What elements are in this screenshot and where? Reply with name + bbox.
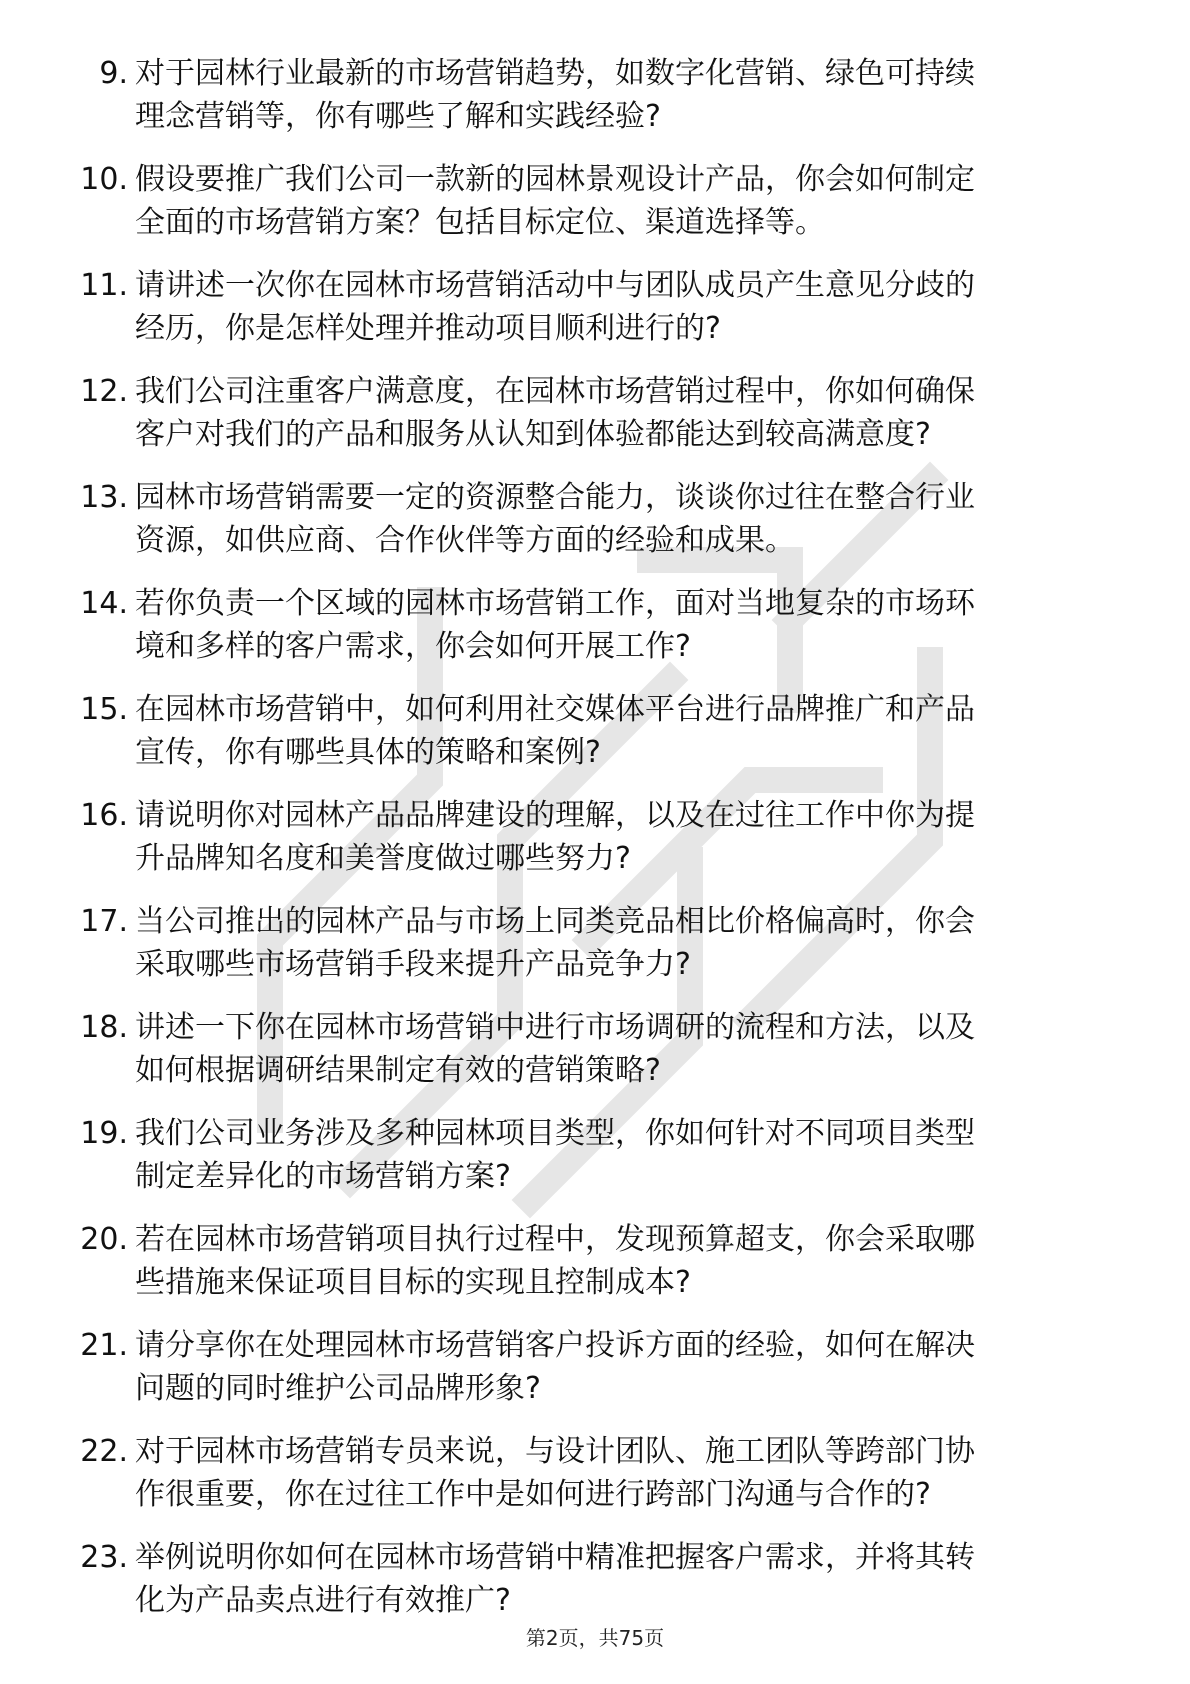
question-text-line: 在园林市场营销中，如何利用社交媒体平台进行品牌推广和产品 <box>135 692 975 727</box>
question-item <box>0 1218 1190 1324</box>
question-item <box>0 476 1190 582</box>
question-text-line: 境和多样的客户需求，你会如何开展工作? <box>135 629 691 664</box>
question-number: 20. <box>80 1222 128 1257</box>
question-text-line: 对于园林行业最新的市场营销趋势，如数字化营销、绿色可持续 <box>135 56 975 91</box>
question-text-line: 如何根据调研结果制定有效的营销策略? <box>135 1053 661 1088</box>
question-text-line: 请分享你在处理园林市场营销客户投诉方面的经验，如何在解决 <box>135 1328 975 1363</box>
question-item <box>0 52 1190 158</box>
question-number: 21. <box>80 1328 128 1363</box>
question-number: 17. <box>80 904 128 939</box>
question-text-line: 我们公司注重客户满意度，在园林市场营销过程中，你如何确保 <box>135 374 975 409</box>
question-item <box>0 1112 1190 1218</box>
question-item <box>0 158 1190 264</box>
question-number: 11. <box>80 268 128 303</box>
question-number: 18. <box>80 1010 128 1045</box>
question-text-line: 举例说明你如何在园林市场营销中精准把握客户需求，并将其转 <box>135 1540 975 1575</box>
question-text-line: 理念营销等，你有哪些了解和实践经验? <box>135 99 661 134</box>
question-text-line: 园林市场营销需要一定的资源整合能力，谈谈你过往在整合行业 <box>135 480 975 515</box>
question-list <box>0 52 1190 1642</box>
question-item <box>0 264 1190 370</box>
question-item <box>0 688 1190 794</box>
question-text-line: 若你负责一个区域的园林市场营销工作，面对当地复杂的市场环 <box>135 586 975 621</box>
question-text-line: 若在园林市场营销项目执行过程中，发现预算超支，你会采取哪 <box>135 1222 975 1257</box>
question-text-line: 宣传，你有哪些具体的策略和案例? <box>135 735 601 770</box>
question-text-line: 我们公司业务涉及多种园林项目类型，你如何针对不同项目类型 <box>135 1116 975 1151</box>
question-text-line: 资源，如供应商、合作伙伴等方面的经验和成果。 <box>135 523 795 558</box>
page-number-footer: 第2页，共75页 <box>525 1626 665 1650</box>
question-text-line: 制定差异化的市场营销方案? <box>135 1159 511 1194</box>
question-text-line: 假设要推广我们公司一款新的园林景观设计产品，你会如何制定 <box>135 162 975 197</box>
question-text-line: 请说明你对园林产品品牌建设的理解，以及在过往工作中你为提 <box>135 798 975 833</box>
question-number: 10. <box>80 162 128 197</box>
question-number: 19. <box>80 1116 128 1151</box>
question-number: 23. <box>80 1540 128 1575</box>
question-text-line: 采取哪些市场营销手段来提升产品竞争力? <box>135 947 691 982</box>
question-item <box>0 582 1190 688</box>
question-item <box>0 1006 1190 1112</box>
question-number: 16. <box>80 798 128 833</box>
question-item <box>0 1430 1190 1536</box>
question-text-line: 请讲述一次你在园林市场营销活动中与团队成员产生意见分歧的 <box>135 268 975 303</box>
question-text-line: 些措施来保证项目目标的实现且控制成本? <box>135 1265 691 1300</box>
question-number: 15. <box>80 692 128 727</box>
question-item <box>0 370 1190 476</box>
question-text-line: 当公司推出的园林产品与市场上同类竞品相比价格偏高时，你会 <box>135 904 975 939</box>
question-number: 13. <box>80 480 128 515</box>
question-text-line: 化为产品卖点进行有效推广? <box>135 1583 511 1618</box>
question-number: 22. <box>80 1434 128 1469</box>
question-item <box>0 1324 1190 1430</box>
question-text-line: 讲述一下你在园林市场营销中进行市场调研的流程和方法，以及 <box>135 1010 975 1045</box>
question-text-line: 经历，你是怎样处理并推动项目顺利进行的? <box>135 311 721 346</box>
question-item <box>0 794 1190 900</box>
question-text-line: 问题的同时维护公司品牌形象? <box>135 1371 541 1406</box>
question-number: 12. <box>80 374 128 409</box>
question-number: 14. <box>80 586 128 621</box>
question-number: 9. <box>99 56 128 91</box>
question-item <box>0 900 1190 1006</box>
question-text-line: 全面的市场营销方案？包括目标定位、渠道选择等。 <box>135 205 825 240</box>
question-text-line: 客户对我们的产品和服务从认知到体验都能达到较高满意度? <box>135 417 931 452</box>
question-text-line: 升品牌知名度和美誉度做过哪些努力? <box>135 841 631 876</box>
question-text-line: 对于园林市场营销专员来说，与设计团队、施工团队等跨部门协 <box>135 1434 975 1469</box>
question-text-line: 作很重要，你在过往工作中是如何进行跨部门沟通与合作的? <box>135 1477 931 1512</box>
